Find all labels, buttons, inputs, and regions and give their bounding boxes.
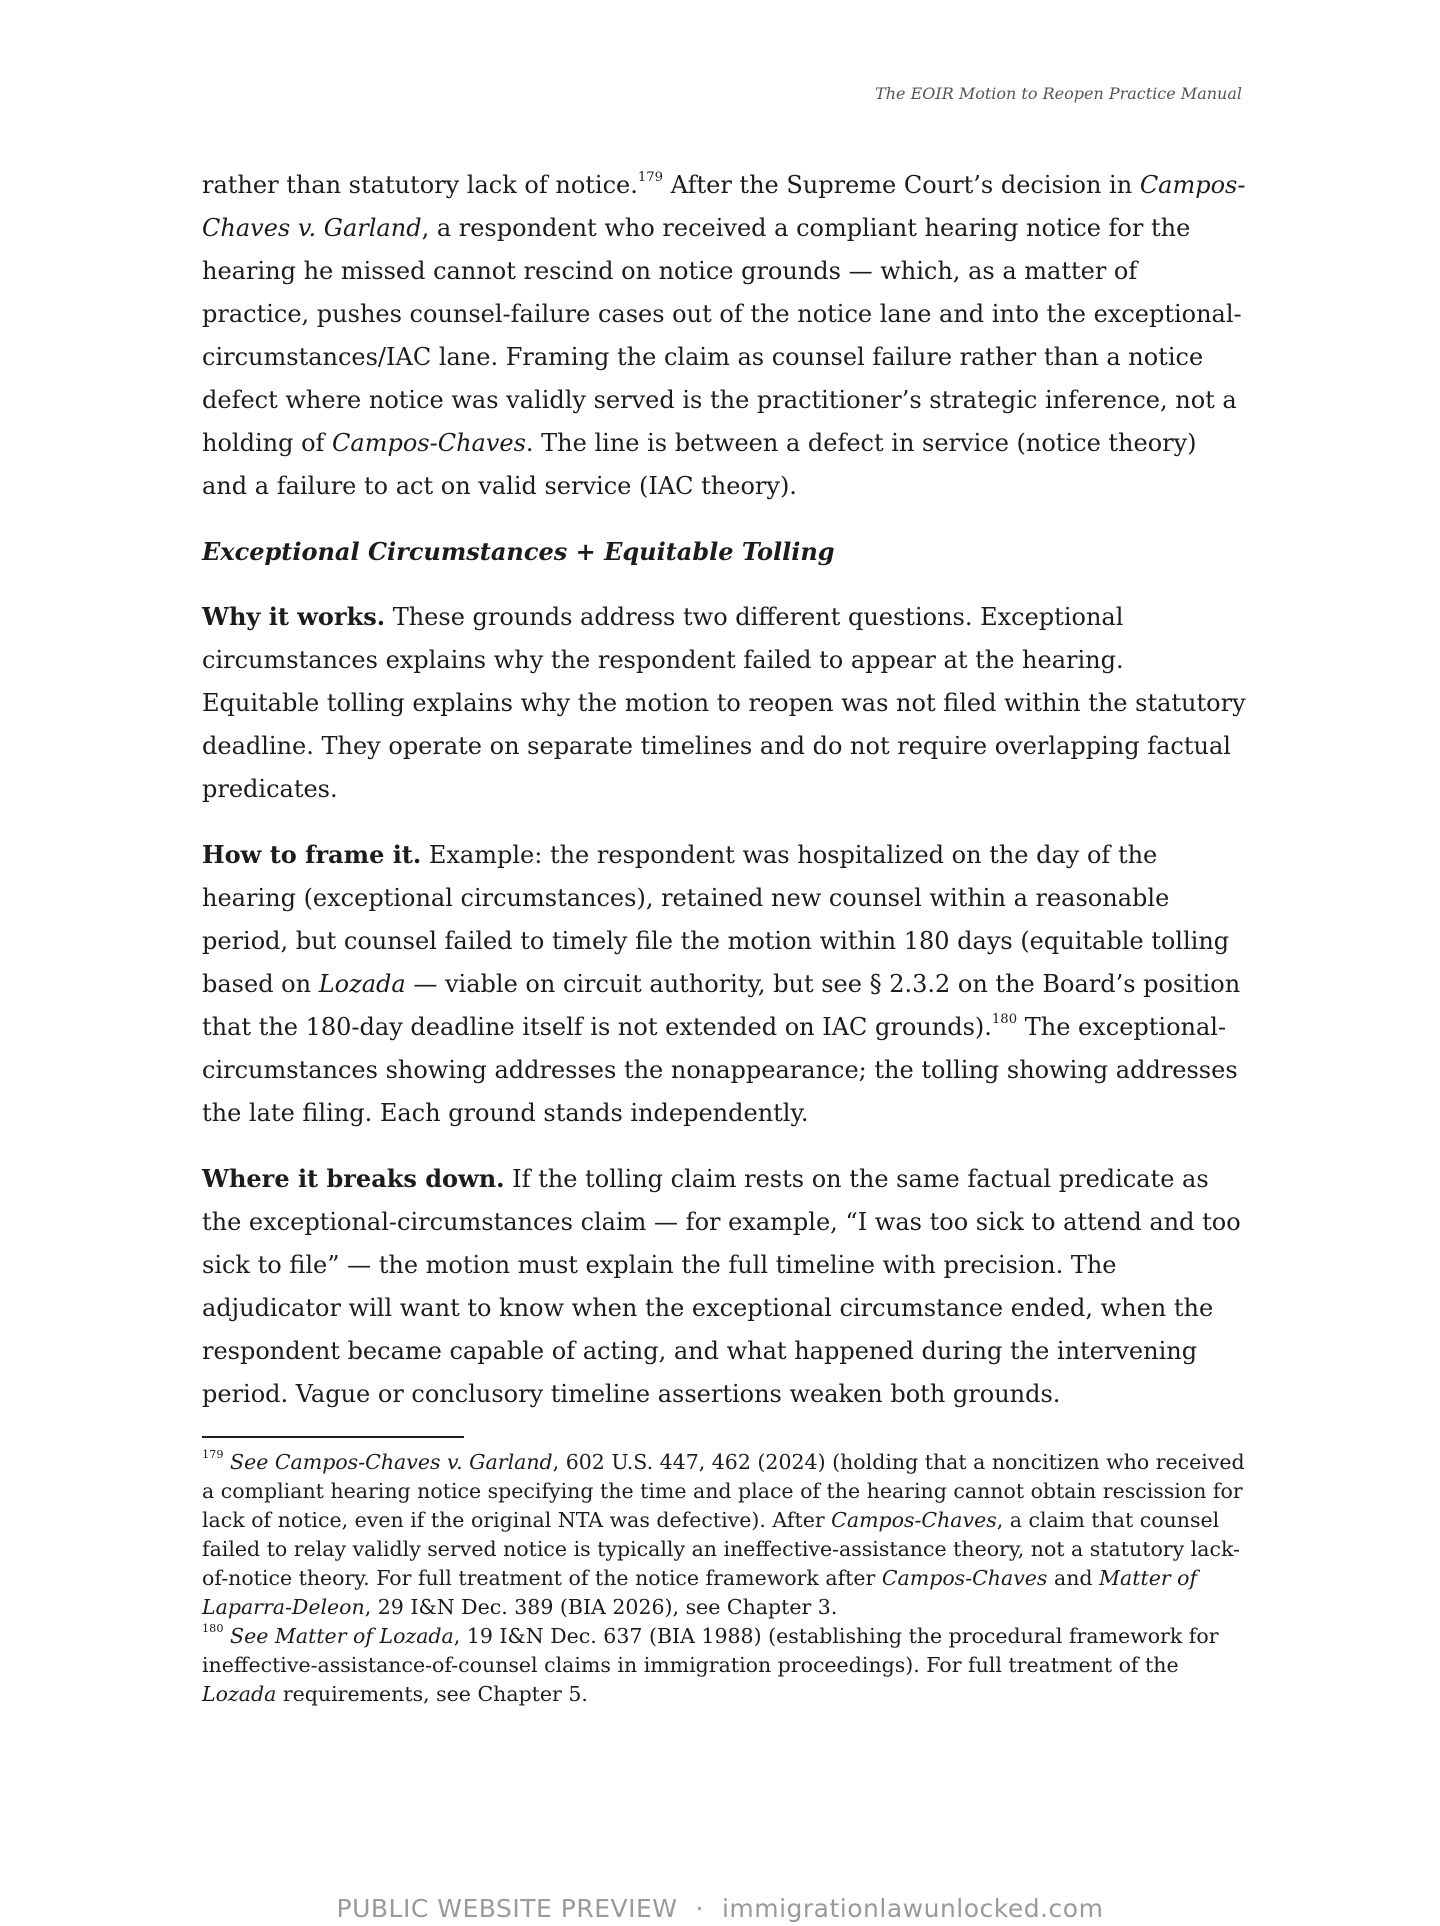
bold-lead-in: Where it breaks down.	[202, 1164, 505, 1193]
text-run: rather than statutory lack of notice.	[202, 171, 638, 199]
italic-citation: Lozada	[318, 970, 406, 998]
site-domain: immigrationlawunlocked.com	[721, 1894, 1104, 1923]
text-run: , 19 I&N Dec. 637 (BIA 1988) (establishing the procedural framework for ineffective-assistance-of-counsel claims in immigration proceedings). For full treatment of the	[202, 1624, 1219, 1677]
text-run: and	[1047, 1566, 1100, 1590]
italic-citation: Campos-Chaves	[881, 1566, 1048, 1590]
text-run: , a respondent who received a compliant hearing notice for the hearing he missed cannot rescind on notice grounds — which, as a matter of practice, pushes counsel-failure cases out of the notice lane and into the exceptional-circumstances/IAC lane. Framing the claim as counsel failure rather than a notice defect where notice was validly served is the practitioner’s strategic inference, not a holding of	[202, 214, 1242, 457]
italic-citation: Campos-Chaves v. Garland	[202, 171, 1246, 242]
text-run: . The line is between a defect in service (notice theory) and a failure to act on valid service (IAC theory).	[202, 429, 1197, 500]
footnote-reference: 179	[637, 169, 664, 185]
italic-citation: See Matter of Lozada	[230, 1624, 454, 1648]
text-run: If the tolling claim rests on the same factual predicate as the exceptional-circumstances claim — for example, “I was too sick to attend and too sick to file” — the motion must explain the full timeline with precision. The adjudicator will want to know when the exceptional circumstance ended, when the respondent became capable of acting, and what happened during the intervening period. Vague or conclusory timeline assertions weaken both grounds.	[202, 1165, 1241, 1408]
footnote-reference: 179	[202, 1448, 224, 1462]
paragraph-notice-vs-iac	[202, 164, 1248, 508]
italic-citation: See Campos-Chaves v. Garland	[230, 1450, 553, 1474]
text-run: The exceptional-circumstances showing addresses the nonappearance; the tolling showing addresses the late filing. Each ground stands independently.	[202, 1013, 1238, 1127]
footnote-180	[202, 1622, 1248, 1709]
paragraph-why-it-works	[202, 595, 1248, 811]
text-run: These grounds address two different questions. Exceptional circumstances explains why the respondent failed to appear at the hearing. Equitable tolling explains why the motion to reopen was not filed within the statutory deadline. They operate on separate timelines and do not require overlapping factual predicates.	[202, 603, 1246, 803]
bold-lead-in: Why it works.	[202, 602, 386, 631]
text-run: After the Supreme Court’s decision in	[663, 171, 1140, 199]
footnote-179	[202, 1448, 1248, 1622]
text-run: Example: the respondent was hospitalized on the day of the hearing (exceptional circumstances), retained new counsel within a reasonable period, but counsel failed to timely file the motion within 180 days (equitable tolling based on	[202, 841, 1230, 998]
italic-citation: Campos-Chaves	[332, 429, 526, 457]
section-heading: Exceptional Circumstances + Equitable Tolling	[202, 537, 835, 566]
italic-citation: Matter of Laparra-Deleon	[202, 1566, 1198, 1619]
preview-label: PUBLIC WEBSITE PREVIEW	[336, 1894, 678, 1923]
footnote-reference: 180	[991, 1011, 1018, 1027]
text-run: , 29 I&N Dec. 389 (BIA 2026), see Chapter 3.	[364, 1595, 838, 1619]
running-header: The EOIR Motion to Reopen Practice Manual	[875, 84, 1242, 103]
footer-separator: ·	[695, 1894, 704, 1923]
text-run: — viable on circuit authority, but see § 2.3.2 on the Board’s position that the 180-day deadline itself is not extended on IAC grounds).	[202, 970, 1241, 1041]
bold-lead-in: How to frame it.	[202, 840, 422, 869]
text-run: , 602 U.S. 447, 462 (2024) (holding that a noncitizen who received a compliant hearing notice specifying the time and place of the hearing cannot obtain rescission for lack of notice, even if the original NTA was defective). After	[202, 1450, 1245, 1532]
paragraph-where-it-breaks-down	[202, 1157, 1248, 1416]
text-run: requirements, see Chapter 5.	[276, 1682, 588, 1706]
footnote-separator-rule	[202, 1436, 464, 1438]
paragraph-how-to-frame-it	[202, 833, 1248, 1135]
footnote-reference: 180	[202, 1622, 224, 1636]
footnotes	[202, 1436, 1248, 1709]
preview-footer	[0, 1894, 1440, 1923]
italic-citation: Campos-Chaves	[831, 1508, 997, 1532]
text-run: , a claim that counsel failed to relay validly served notice is typically an ineffective-assistance theory, not a statutory lack-of-notice theory. For full treatment of the notice framework after	[202, 1508, 1240, 1590]
italic-citation: Lozada	[202, 1682, 277, 1706]
body-text	[202, 164, 1248, 1438]
